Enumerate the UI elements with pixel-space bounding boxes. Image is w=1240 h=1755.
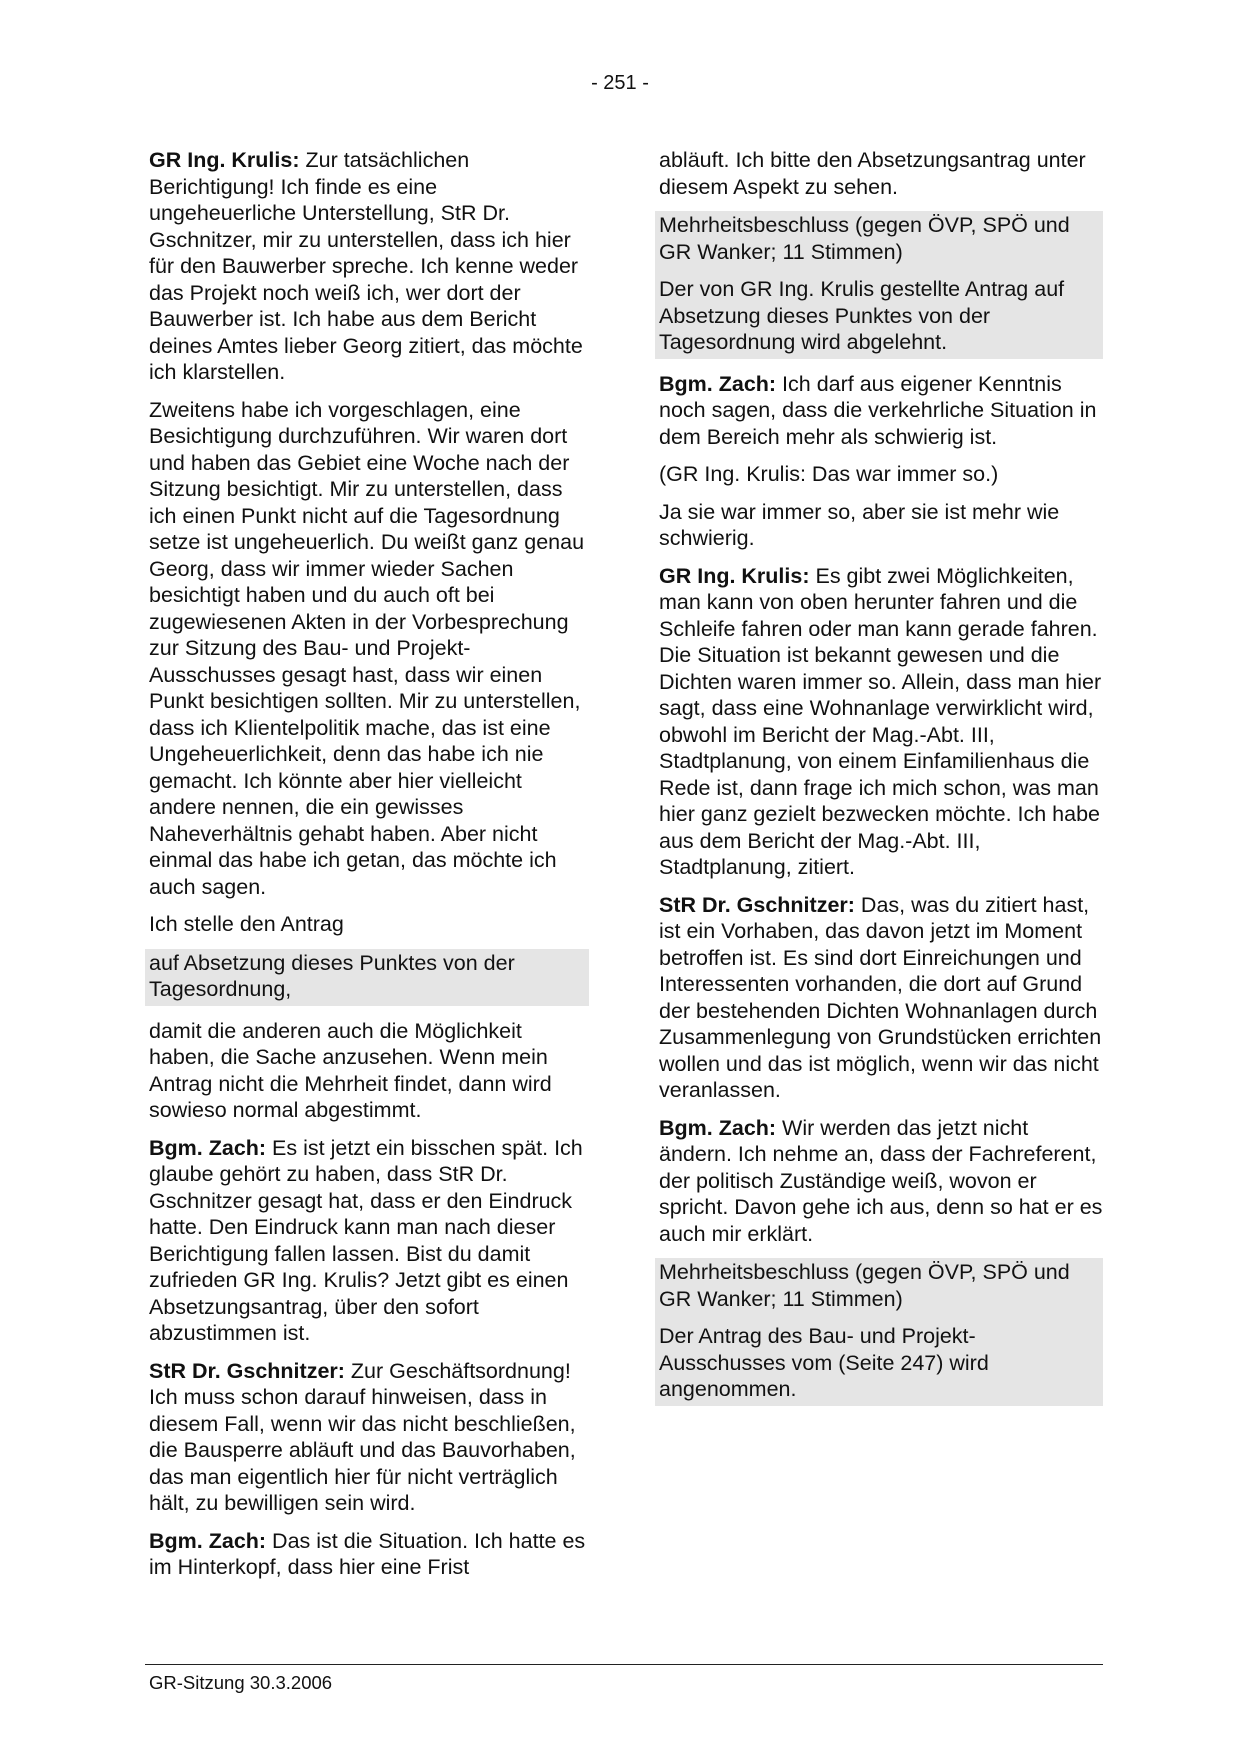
paragraph-zach-2 [149, 1528, 589, 1581]
resolution-text: Der Antrag des Bau- und Projekt-Ausschusses vom (Seite 247) wird angenommen. [659, 1324, 989, 1401]
paragraph-gschnitzer-1 [149, 1358, 589, 1517]
paragraph-zach-4: Ja sie war immer so, aber sie ist mehr wie schwierig. [659, 499, 1060, 550]
resolution-box-1 [655, 211, 1103, 359]
speech-text: Ich darf aus eigener Kenntnis noch sagen, dass die verkehrliche Situation in dem Bereich mehr als schwierig ist. [659, 371, 1097, 449]
speech-text: Das ist die Situation. Ich hatte es im Hinterkopf, dass hier eine Frist [149, 1528, 586, 1579]
paragraph-interjection: (GR Ing. Krulis: Das war immer so.) [659, 462, 999, 486]
resolution-vote: Mehrheitsbeschluss (gegen ÖVP, SPÖ und GR Wanker; 11 Stimmen) [659, 213, 1070, 264]
speech-text: Das, was du zitiert hast, ist ein Vorhaben, das davon jetzt im Moment betroffen ist. Es sind dort Einreichungen und Interessenten vorhanden, die dort auf Grund der bestehenden Dichten Wohnanlagen durch Zusammenlegung von Grundstücken errichten wollen und das ist möglich, wenn wir das nicht veranlassen. [659, 892, 1102, 1102]
speech-text: Es gibt zwei Möglichkeiten, man kann von oben herunter fahren und die Schleife fahren oder man kann gerade fahren. Die Situation ist bekannt gewesen und die Dichten waren immer so. Allein, dass man hier sagt, dass eine Wohnanlage verwirklicht wird, obwohl im Bericht der Mag.-Abt. III, Stadtplanung, von einem Einfamilienhaus die Rede ist, dann frage ich mich schon, was man hier ganz gezielt bezwecken möchte. Ich habe aus dem Bericht der Mag.-Abt. III, Stadtplanung, zitiert. [659, 563, 1102, 879]
speaker-name: GR Ing. Krulis: [659, 563, 810, 588]
paragraph-krulis-1 [149, 147, 589, 386]
speech-text: Zur tatsächlichen Berichtigung! Ich finde es eine ungeheuerliche Unterstellung, StR Dr. Gschnitzer, mir zu unterstellen, dass ich hier für den Bauwerber spreche. Ich kenne weder das Projekt noch weiß ich, wer dort der Bauwerber ist. Ich habe aus dem Bericht deines Amtes lieber Georg zitiert, das möchte ich klarstellen. [149, 148, 583, 384]
right-column [659, 147, 1103, 1418]
left-column [149, 147, 589, 1592]
motion-text: auf Absetzung dieses Punktes von der Tagesordnung, [149, 950, 515, 1001]
paragraph-krulis-2: Zweitens habe ich vorgeschlagen, eine Besichtigung durchzuführen. Wir waren dort und haben das Gebiet eine Woche nach der Sitzung besichtigt. Mir zu unterstellen, dass ich einen Punkt nicht auf die Tagesordnung setze ist ungeheuerlich. Du weißt ganz genau Georg, dass wir immer wieder Sachen besichtigt haben und du auch oft bei zugewiesenen Akten in der Vorbesprechung zur Sitzung des Bau- und Projekt-Ausschusses gesagt hast, dass wir einen Punkt besichtigen sollten. Mir zu unterstellen, dass ich Klientelpolitik mache, das ist eine Ungeheuerlichkeit, denn das habe ich nie gemacht. Ich könnte aber hier vielleicht andere nennen, die ein gewisses Naheverhältnis gehabt haben. Aber nicht einmal das habe ich getan, das möchte ich auch sagen. [149, 397, 585, 899]
speaker-name: StR Dr. Gschnitzer: [149, 1358, 345, 1383]
footer-session-date: GR-Sitzung 30.3.2006 [149, 1672, 333, 1693]
resolution-text: Der von GR Ing. Krulis gestellte Antrag auf Absetzung dieses Punktes von der Tagesordnung wird abgelehnt. [659, 277, 1065, 354]
paragraph-zach-5 [659, 1115, 1103, 1248]
footer-divider [145, 1664, 1103, 1665]
paragraph-krulis-4 [659, 563, 1103, 881]
paragraph-krulis-3: damit die anderen auch die Möglichkeit haben, die Sache anzusehen. Wenn mein Antrag nicht die Mehrheit findet, dann wird sowieso normal abgestimmt. [149, 1018, 552, 1122]
resolution-box-2 [655, 1258, 1103, 1406]
paragraph-gschnitzer-2 [659, 892, 1103, 1104]
speaker-name: StR Dr. Gschnitzer: [659, 892, 855, 917]
speech-text: Zur Geschäftsordnung! Ich muss schon darauf hinweisen, dass in diesem Fall, wenn wir das nicht beschließen, die Bausperre abläuft und das Bauvorhaben, das man eigentlich hier für nicht verträglich hält, zu bewilligen sein wird. [149, 1358, 576, 1515]
speech-text: Wir werden das jetzt nicht ändern. Ich nehme an, dass der Fachreferent, der politisch Zuständige weiß, wovon er spricht. Davon gehe ich aus, denn so hat er es auch mir erklärt. [659, 1115, 1103, 1246]
paragraph-zach-3 [659, 371, 1103, 451]
speaker-name: GR Ing. Krulis: [149, 148, 300, 172]
paragraph-zach-1 [149, 1135, 589, 1347]
resolution-vote: Mehrheitsbeschluss (gegen ÖVP, SPÖ und GR Wanker; 11 Stimmen) [659, 1260, 1070, 1311]
paragraph-antrag-intro: Ich stelle den Antrag [149, 912, 344, 936]
page-number: - 251 - [591, 72, 649, 94]
speaker-name: Bgm. Zach: [149, 1528, 267, 1553]
speaker-name: Bgm. Zach: [659, 1115, 777, 1140]
paragraph-zach-2-continued: abläuft. Ich bitte den Absetzungsantrag unter diesem Aspekt zu sehen. [659, 148, 1086, 199]
speech-text: Es ist jetzt ein bisschen spät. Ich glaube gehört zu haben, dass StR Dr. Gschnitzer gesagt hat, dass er den Eindruck hatte. Den Eindruck kann man nach dieser Berichtigung fallen lassen. Bist du damit zufrieden GR Ing. Krulis? Jetzt gibt es einen Absetzungsantrag, über den sofort abzustimmen ist. [149, 1135, 583, 1345]
speaker-name: Bgm. Zach: [659, 371, 777, 396]
speaker-name: Bgm. Zach: [149, 1135, 267, 1160]
motion-box [145, 949, 589, 1006]
